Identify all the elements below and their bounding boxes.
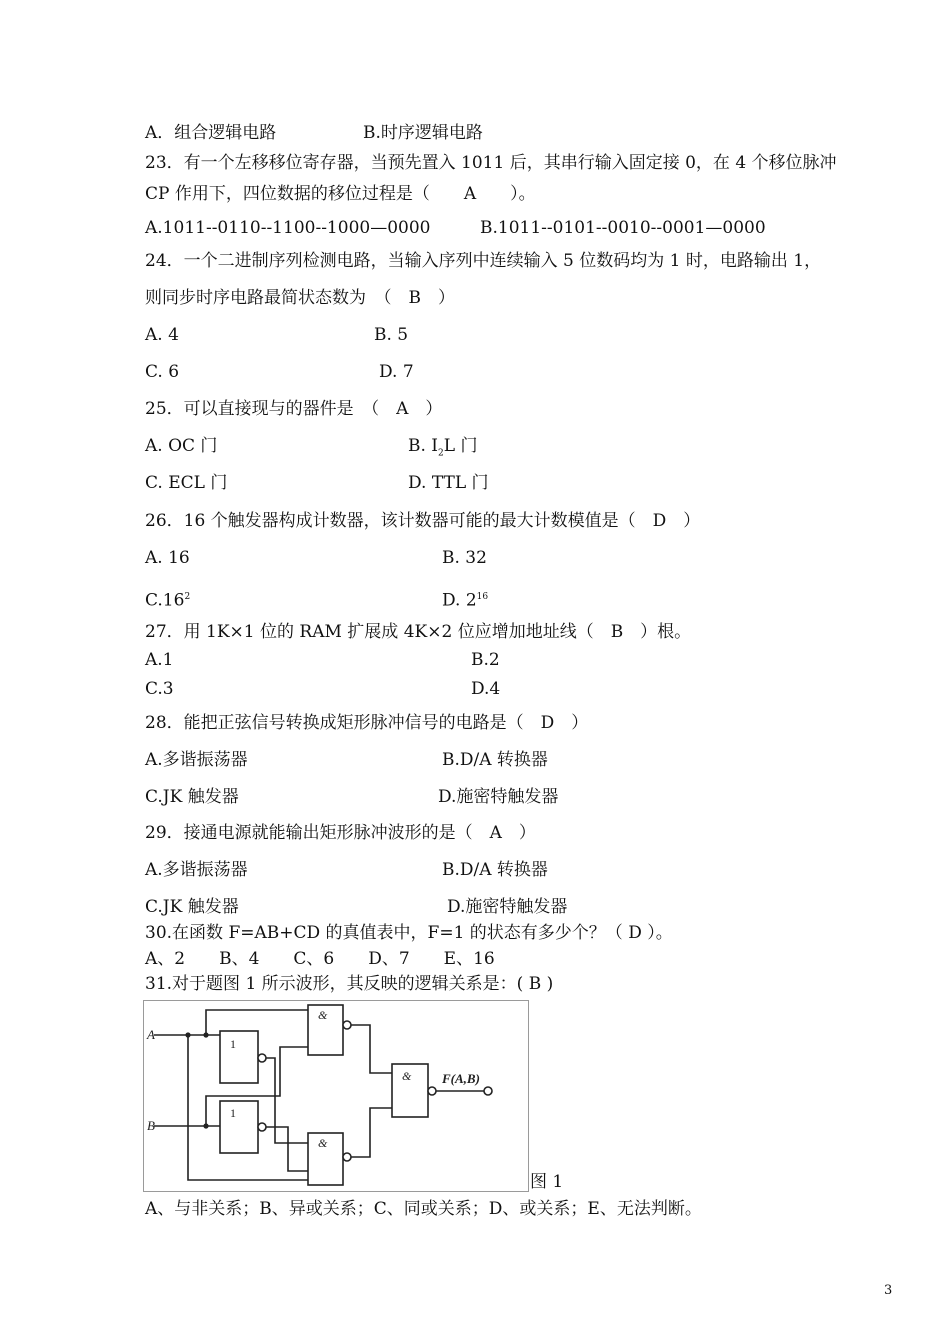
wire-notb-to-nand-bottom: [266, 1127, 308, 1171]
question-24-stem-cont: 则同步时序电路最简状态数为 （ B ）: [145, 288, 455, 308]
nand-gate-top-bubble: [343, 1021, 351, 1029]
nand-gate-top-label: &: [318, 1008, 328, 1022]
option-b: B.2: [471, 650, 500, 670]
not-gate-top: [220, 1031, 258, 1083]
option-a: A. OC 门: [145, 436, 218, 456]
page-number: 3: [884, 1283, 893, 1298]
output-terminal: [484, 1087, 492, 1095]
not-gate-top-label: 1: [230, 1037, 236, 1051]
option-a: A．组合逻辑电路: [145, 123, 277, 143]
not-gate-bottom-label: 1: [230, 1106, 236, 1120]
option-c: C.JK 触发器: [145, 897, 239, 917]
question-26-stem: 26．16 个触发器构成计数器，该计数器可能的最大计数模值是（ D ）: [145, 511, 701, 531]
option-d: D.4: [471, 679, 501, 699]
option-a: A.多谐振荡器: [145, 750, 248, 770]
option-a: A.1: [145, 650, 174, 670]
question-28-stem: 28．能把正弦信号转换成矩形脉冲信号的电路是（ D ）: [145, 713, 589, 733]
logic-circuit-diagram: [144, 1001, 528, 1191]
wire-nand-bottom-to-output: [351, 1108, 392, 1157]
output-label: F(A,B): [442, 1071, 480, 1086]
question-25-stem: 25．可以直接现与的器件是 （ A ）: [145, 399, 443, 419]
question-29-stem: 29．接通电源就能输出矩形脉冲波形的是（ A ）: [145, 823, 536, 843]
option-c: C. ECL 门: [145, 473, 228, 493]
not-gate-bottom-bubble: [258, 1123, 266, 1131]
option-b: B.D/A 转换器: [442, 860, 548, 880]
option-a: A. 4: [145, 325, 179, 345]
logic-circuit-figure: [143, 1000, 529, 1192]
option-a: A. 16: [145, 548, 190, 568]
input-b-label: B: [147, 1118, 155, 1133]
option-c: C. 6: [145, 362, 180, 382]
option-d: D. $2^{16}$: [442, 590, 489, 611]
nand-gate-bottom-label: &: [318, 1136, 328, 1150]
option-d: D. 7: [379, 362, 414, 382]
option-b: B. $I_2L$ 门: [408, 436, 478, 459]
option-b: B.1011--0101--0010--0001—0000: [480, 218, 766, 238]
option-a: A.多谐振荡器: [145, 860, 248, 880]
question-27-stem: 27．用 1K×1 位的 RAM 扩展成 4K×2 位应增加地址线（ B ）根。: [145, 622, 692, 642]
question-23-stem-cont: CP 作用下，四位数据的移位过程是（ A ）。: [145, 184, 536, 204]
question-23-stem: 23．有一个左移移位寄存器，当预先置入 1011 后，其串行输入固定接 0，在 4 个移位脉冲: [145, 153, 837, 173]
option-b: B.时序逻辑电路: [363, 123, 483, 143]
option-d: D. TTL 门: [408, 473, 489, 493]
nand-gate-output-label: &: [402, 1069, 412, 1083]
input-a-label: A: [147, 1027, 155, 1042]
option-c: C.JK 触发器: [145, 787, 239, 807]
option-b: B. 5: [374, 325, 409, 345]
option-c: $C.16^2$: [145, 590, 191, 611]
question-30-options: A、2 B、4 C、6 D、7 E、16: [145, 949, 495, 969]
wire-nand-top-to-output: [351, 1025, 392, 1073]
figure-caption: 图 1: [530, 1172, 564, 1192]
option-a: A.1011--0110--1100--1000—0000: [145, 218, 431, 238]
not-gate-top-bubble: [258, 1054, 266, 1062]
option-c: C.3: [145, 679, 174, 699]
not-gate-bottom: [220, 1101, 258, 1153]
option-d: D.施密特触发器: [447, 897, 568, 917]
wire-nota-to-nand-bottom: [266, 1058, 308, 1143]
option-d: D.施密特触发器: [438, 787, 559, 807]
nand-gate-output-bubble: [428, 1087, 436, 1095]
question-31-stem: 31.对于题图 1 所示波形，其反映的逻辑关系是：( B ): [145, 974, 554, 994]
option-b: B. 32: [442, 548, 487, 568]
option-b: B.D/A 转换器: [442, 750, 548, 770]
question-30-stem: 30.在函数 F=AB+CD 的真值表中，F=1 的状态有多少个？（ D ）。: [145, 923, 673, 943]
nand-gate-bottom-bubble: [343, 1153, 351, 1161]
question-24-stem: 24．一个二进制序列检测电路，当输入序列中连续输入 5 位数码均为 1 时，电路输出 1，: [145, 251, 822, 271]
question-31-options: A、与非关系；B、异或关系；C、同或关系；D、或关系；E、无法判断。: [145, 1199, 702, 1219]
